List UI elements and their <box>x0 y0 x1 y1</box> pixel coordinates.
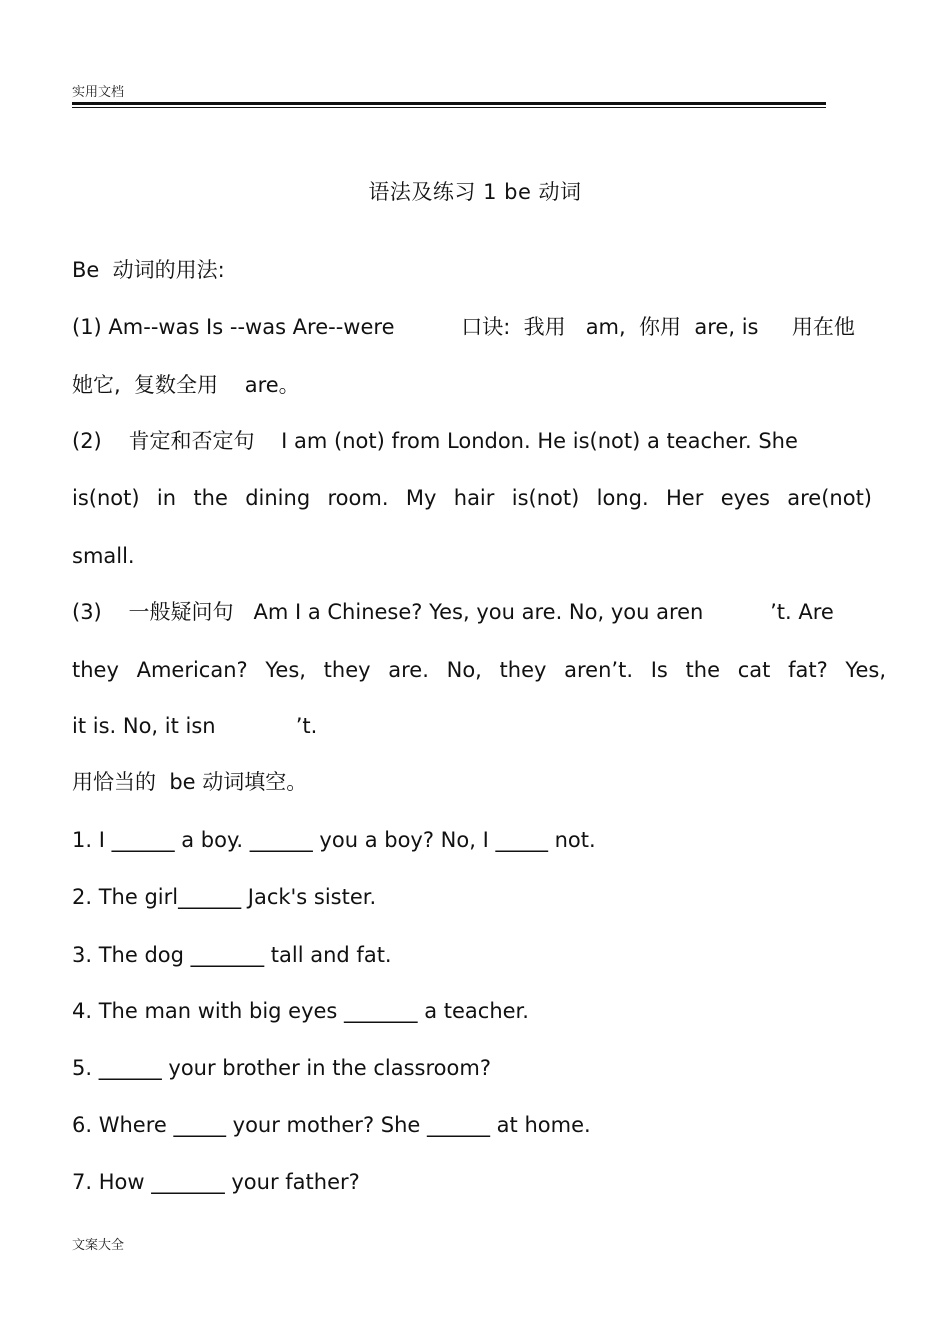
rule-1-line-a: (1) Am--was Is --was Are--were 口诀: 我用 am, 你用 are, is 用在他 <box>72 315 855 339</box>
page-title: 语法及练习 1 be 动词 <box>368 180 582 204</box>
exercise-item-2: 2. The girl______ Jack's sister. <box>72 885 377 909</box>
rule-2-line-a: (2) 肯定和否定句 I am (not) from London. He is(not) a teacher. She <box>72 429 798 453</box>
header-label: 实用文档 <box>72 85 125 100</box>
section-heading: Be 动词的用法: <box>72 258 225 282</box>
header-rule-thick <box>72 102 826 105</box>
exercise-heading: 用恰当的 be 动词填空。 <box>72 770 308 794</box>
rule-2-line-c: small. <box>72 544 135 568</box>
rule-1-line-b: 她它, 复数全用 are。 <box>72 373 300 397</box>
rule-3-line-b: they American? Yes, they are. No, they aren’t. Is the cat fat? Yes, <box>72 658 886 682</box>
exercise-item-6: 6. Where _____ your mother? She ______ at home. <box>72 1113 591 1137</box>
exercise-item-7: 7. How _______ your father? <box>72 1170 360 1194</box>
exercise-item-3: 3. The dog _______ tall and fat. <box>72 943 392 967</box>
footer-label: 文案大全 <box>72 1238 125 1253</box>
rule-3-line-a: (3) 一般疑问句 Am I a Chinese? Yes, you are. No, you aren ’t. Are <box>72 600 834 624</box>
header-rule-thin <box>72 107 826 108</box>
rule-2-line-b: is(not) in the dining room. My hair is(not) long. Her eyes are(not) <box>72 486 872 510</box>
exercise-item-5: 5. ______ your brother in the classroom? <box>72 1056 491 1080</box>
exercise-item-4: 4. The man with big eyes _______ a teacher. <box>72 999 529 1023</box>
exercise-item-1: 1. I ______ a boy. ______ you a boy? No, I _____ not. <box>72 828 596 852</box>
rule-3-line-c: it is. No, it isn ’t. <box>72 714 318 738</box>
